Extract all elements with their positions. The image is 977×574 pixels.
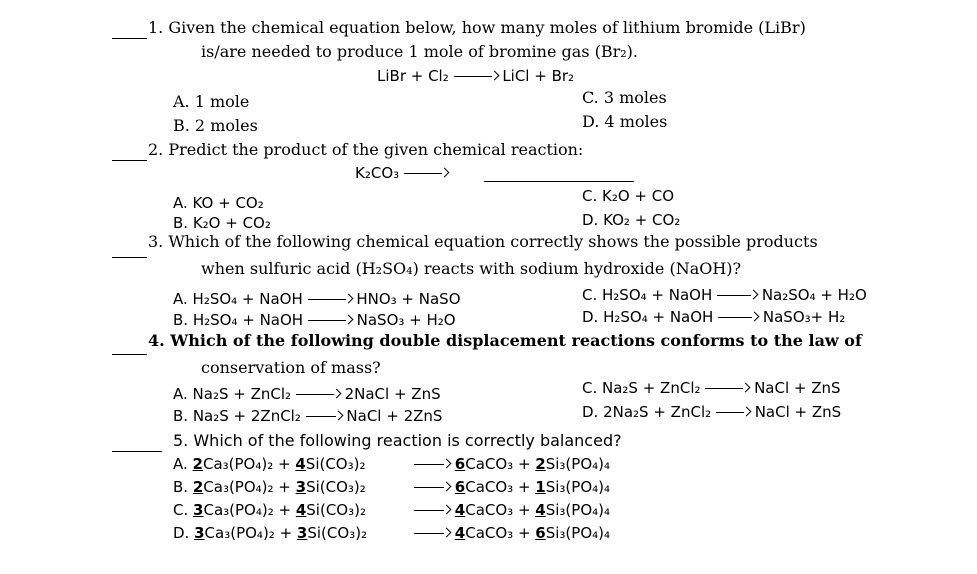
reactants: A. H₂SO₄ + NaOH [173, 290, 303, 308]
option-letter: A. [173, 455, 188, 473]
coefficient: 3 [296, 524, 308, 542]
option-letter: C. [173, 501, 189, 519]
question-text: Which of the following reaction is correctly balanced? [193, 431, 622, 450]
question-number: 5. [173, 431, 189, 450]
product: Si₃(PO₄)₄ [545, 501, 611, 519]
reaction-arrow-icon [404, 169, 448, 179]
question-5 [173, 431, 622, 451]
reaction-arrow-icon [705, 384, 749, 394]
option-d-products [414, 523, 610, 543]
option-a[interactable]: A. 1 mole [173, 92, 250, 111]
coefficient: 3 [193, 501, 204, 519]
question-3-line-2: when sulfuric acid (H₂SO₄) reacts with sodium hydroxide (NaOH)? [201, 259, 742, 278]
products: LiCl + Br₂ [502, 67, 575, 85]
option-a[interactable] [173, 384, 441, 404]
question-4 [148, 331, 862, 351]
reaction-arrow-icon [414, 460, 450, 470]
reaction-arrow-icon [414, 483, 450, 493]
coefficient: 6 [454, 455, 466, 473]
option-c[interactable] [173, 500, 366, 520]
coefficient: 1 [535, 478, 546, 496]
reactant: Si(CO₃)₂ [307, 524, 368, 542]
option-c-products [414, 500, 610, 520]
products: NaSO₃ + H₂O [356, 311, 456, 329]
reactants: K₂CO₃ [355, 164, 400, 182]
coefficient: 4 [454, 524, 466, 542]
option-d[interactable]: D. KO₂ + CO₂ [582, 211, 681, 229]
option-a[interactable] [173, 289, 461, 309]
option-letter: B. [173, 478, 189, 496]
question-number: 3. [148, 232, 164, 251]
coefficient: 4 [295, 501, 307, 519]
product: Si₃(PO₄)₄ [545, 478, 611, 496]
question-number: 4. [148, 331, 165, 350]
option-a[interactable] [173, 454, 366, 474]
reactants: B. H₂SO₄ + NaOH [173, 311, 304, 329]
option-b[interactable] [173, 477, 366, 497]
option-d[interactable] [582, 402, 841, 422]
option-a-products [414, 454, 610, 474]
reaction-arrow-icon [308, 295, 352, 305]
coefficient: 2 [192, 455, 203, 473]
reaction-arrow-icon [308, 316, 352, 326]
question-1-line-2: is/are needed to produce 1 mole of bromine gas (Br₂). [201, 42, 638, 61]
answer-blank-5[interactable] [112, 451, 162, 452]
option-a[interactable]: A. KO + CO₂ [173, 194, 264, 212]
reactants: LiBr + Cl₂ [377, 67, 449, 85]
products: HNO₃ + NaSO [356, 290, 461, 308]
option-b[interactable] [173, 310, 456, 330]
equation [355, 163, 448, 183]
option-d[interactable] [173, 523, 367, 543]
reactant: Si(CO₃)₂ [305, 455, 366, 473]
coefficient: 4 [295, 455, 306, 473]
reactants: D. H₂SO₄ + NaOH [582, 308, 714, 326]
option-c[interactable] [582, 378, 841, 398]
question-1 [148, 18, 806, 38]
option-d[interactable]: D. 4 moles [582, 112, 668, 131]
question-2 [148, 140, 583, 160]
reaction-arrow-icon [716, 408, 750, 418]
reactant: Si(CO₃)₂ [306, 478, 366, 496]
coefficient: 3 [295, 478, 307, 496]
reactant: Ca₃(PO₄)₂ + [202, 455, 296, 473]
reactant: Si(CO₃)₂ [306, 501, 366, 519]
question-number: 2. [148, 140, 164, 159]
question-text: Predict the product of the given chemical reaction: [168, 140, 584, 159]
answer-blank-4[interactable] [112, 354, 147, 355]
coefficient: 4 [454, 501, 466, 519]
products: NaCl + ZnS [754, 379, 841, 397]
question-text: Given the chemical equation below, how many moles of lithium bromide (LiBr) [168, 18, 806, 37]
coefficient: 3 [194, 524, 205, 542]
answer-blank-1[interactable] [112, 38, 147, 39]
question-number: 1. [148, 18, 164, 37]
product: CaCO₃ + [465, 455, 536, 473]
product: Si₃(PO₄)₄ [545, 524, 611, 542]
reactants: C. H₂SO₄ + NaOH [582, 286, 713, 304]
reaction-arrow-icon [414, 506, 450, 516]
question-text: Which of the following double displacement reactions conforms to the law of [170, 331, 862, 350]
option-c[interactable]: C. 3 moles [582, 88, 667, 107]
reactant: Ca₃(PO₄)₂ + [203, 478, 296, 496]
product: Si₃(PO₄)₄ [545, 455, 611, 473]
option-c[interactable]: C. K₂O + CO [582, 187, 675, 205]
option-b[interactable] [173, 406, 442, 426]
reactants: C. Na₂S + ZnCl₂ [582, 379, 701, 397]
reaction-arrow-icon [717, 291, 757, 301]
products: NaCl + 2ZnS [346, 407, 443, 425]
question-4-line-2: conservation of mass? [201, 358, 381, 377]
coefficient: 6 [454, 478, 466, 496]
option-b[interactable]: B. K₂O + CO₂ [173, 214, 271, 232]
reaction-arrow-icon [296, 390, 340, 400]
question-3 [148, 232, 818, 252]
option-b[interactable]: B. 2 moles [173, 116, 258, 135]
products: Na₂SO₄ + H₂O [761, 286, 867, 304]
reaction-arrow-icon [454, 72, 498, 82]
coefficient: 6 [535, 524, 546, 542]
option-letter: D. [173, 524, 190, 542]
products: NaCl + ZnS [754, 403, 842, 421]
reaction-arrow-icon [718, 313, 758, 323]
coefficient: 2 [192, 478, 204, 496]
reactant: Ca₃(PO₄)₂ + [204, 524, 297, 542]
equation [377, 66, 574, 86]
product: CaCO₃ + [465, 524, 536, 542]
products: 2NaCl + ZnS [344, 385, 441, 403]
option-b-products [414, 477, 610, 497]
question-text: Which of the following chemical equation correctly shows the possible products [168, 232, 818, 251]
option-c[interactable] [582, 285, 867, 305]
reactants: D. 2Na₂S + ZnCl₂ [582, 403, 712, 421]
reactant: Ca₃(PO₄)₂ + [203, 501, 296, 519]
product-blank[interactable] [484, 181, 634, 182]
reactants: A. Na₂S + ZnCl₂ [173, 385, 292, 403]
reaction-arrow-icon [306, 412, 342, 422]
reactants: B. Na₂S + 2ZnCl₂ [173, 407, 301, 425]
answer-blank-3[interactable] [112, 257, 147, 258]
reaction-arrow-icon [414, 529, 450, 539]
product: CaCO₃ + [465, 501, 536, 519]
coefficient: 4 [535, 501, 546, 519]
coefficient: 2 [535, 455, 546, 473]
answer-blank-2[interactable] [112, 160, 147, 161]
product: CaCO₃ + [465, 478, 536, 496]
option-d[interactable] [582, 307, 845, 327]
products: NaSO₃+ H₂ [762, 308, 846, 326]
